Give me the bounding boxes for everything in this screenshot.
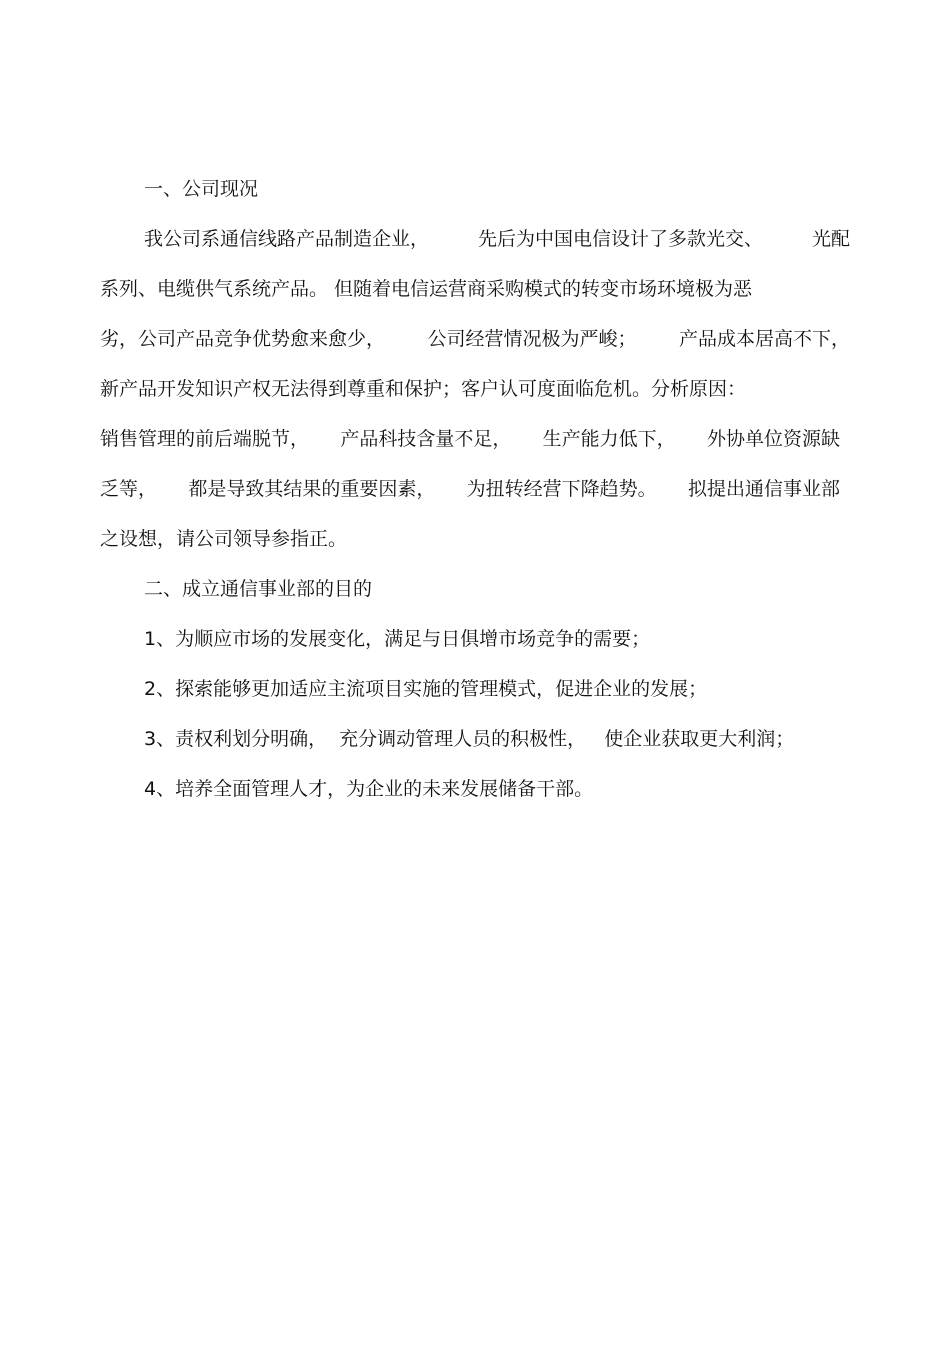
text-segment: 公司经营情况极为严峻； [427, 328, 637, 350]
list-item: 1、为顺应市场的发展变化，满足与日俱增市场竞争的需要； [144, 628, 651, 650]
section-1-heading: 一、公司现况 [144, 178, 259, 200]
paragraph-line-1 [144, 227, 850, 251]
text-segment: 劣，公司产品竞争优势愈来愈少， [100, 328, 386, 350]
text-segment: 都是导致其结果的重要因素， [188, 478, 436, 500]
text-segment: 生产能力低下， [542, 428, 676, 450]
section-2-heading: 二、成立通信事业部的目的 [144, 578, 373, 600]
text-segment: 销售管理的前后端脱节， [100, 428, 310, 450]
paragraph-line-4: 新产品开发知识产权无法得到尊重和保护；客户认可度面临危机。分析原因： [100, 378, 747, 400]
text-segment: 产品科技含量不足， [340, 428, 512, 450]
paragraph-line-5 [100, 427, 840, 451]
list-item: 3、责权利划分明确， 充分调动管理人员的积极性， 使企业获取更大利润； [144, 728, 795, 750]
list-item: 4、培养全面管理人才，为企业的未来发展储备干部。 [144, 778, 594, 800]
list-item: 2、探索能够更加适应主流项目实施的管理模式，促进企业的发展； [144, 678, 708, 700]
text-segment: 我公司系通信线路产品制造企业， [144, 228, 430, 250]
text-segment: 先后为中国电信设计了多款光交、 [477, 228, 763, 250]
text-segment: 外协单位资源缺 [706, 428, 840, 450]
paragraph-line-7: 之设想，请公司领导参指正。 [100, 528, 348, 550]
paragraph-line-3 [100, 327, 850, 351]
text-segment: 乏等， [100, 478, 158, 500]
text-segment: 光配 [811, 228, 850, 250]
paragraph-line-2: 系列、电缆供气系统产品。 但随着电信运营商采购模式的转变市场环境极为恶 [100, 278, 753, 300]
text-segment: 拟提出通信事业部 [687, 478, 840, 500]
text-segment: 产品成本居高不下， [678, 328, 850, 350]
paragraph-line-6 [100, 477, 840, 501]
text-segment: 为扭转经营下降趋势。 [466, 478, 657, 500]
